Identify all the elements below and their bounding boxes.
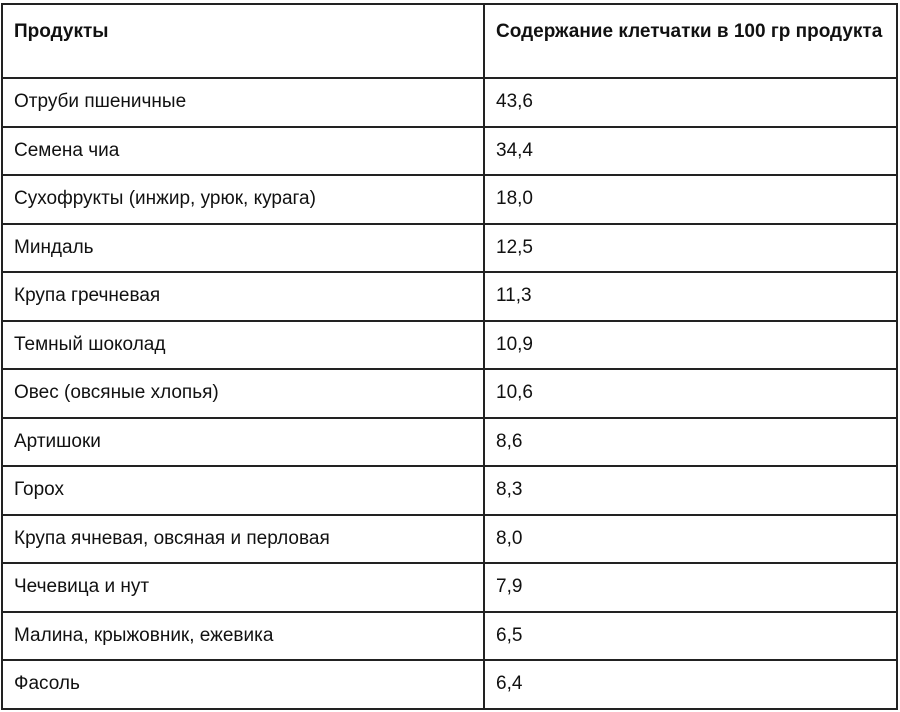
product-cell: Чечевица и нут <box>2 563 484 612</box>
fiber-cell: 12,5 <box>484 224 897 273</box>
product-cell: Темный шоколад <box>2 321 484 370</box>
table-row <box>2 78 897 127</box>
product-cell: Отруби пшеничные <box>2 78 484 127</box>
header-products: Продукты <box>2 4 484 78</box>
table-row <box>2 660 897 709</box>
header-fiber-content: Содержание клетчатки в 100 гр продукта <box>484 4 897 78</box>
product-cell: Малина, крыжовник, ежевика <box>2 612 484 661</box>
fiber-cell: 8,6 <box>484 418 897 467</box>
product-cell: Миндаль <box>2 224 484 273</box>
product-cell: Крупа гречневая <box>2 272 484 321</box>
fiber-cell: 34,4 <box>484 127 897 176</box>
fiber-cell: 43,6 <box>484 78 897 127</box>
product-cell: Фасоль <box>2 660 484 709</box>
table-row <box>2 175 897 224</box>
table-row <box>2 224 897 273</box>
fiber-cell: 6,5 <box>484 612 897 661</box>
fiber-cell: 8,0 <box>484 515 897 564</box>
product-cell: Овес (овсяные хлопья) <box>2 369 484 418</box>
header-row <box>2 4 897 78</box>
fiber-cell: 18,0 <box>484 175 897 224</box>
table-row <box>2 321 897 370</box>
table-row <box>2 466 897 515</box>
product-cell: Горох <box>2 466 484 515</box>
table-row <box>2 563 897 612</box>
table-row <box>2 515 897 564</box>
product-cell: Крупа ячневая, овсяная и перловая <box>2 515 484 564</box>
fiber-content-table <box>1 3 898 710</box>
table-row <box>2 612 897 661</box>
fiber-cell: 10,9 <box>484 321 897 370</box>
table-row <box>2 369 897 418</box>
product-cell: Сухофрукты (инжир, урюк, курага) <box>2 175 484 224</box>
product-cell: Артишоки <box>2 418 484 467</box>
fiber-cell: 6,4 <box>484 660 897 709</box>
product-cell: Семена чиа <box>2 127 484 176</box>
table-row <box>2 127 897 176</box>
table-row <box>2 418 897 467</box>
fiber-cell: 11,3 <box>484 272 897 321</box>
fiber-cell: 8,3 <box>484 466 897 515</box>
table-row <box>2 272 897 321</box>
fiber-cell: 7,9 <box>484 563 897 612</box>
fiber-cell: 10,6 <box>484 369 897 418</box>
